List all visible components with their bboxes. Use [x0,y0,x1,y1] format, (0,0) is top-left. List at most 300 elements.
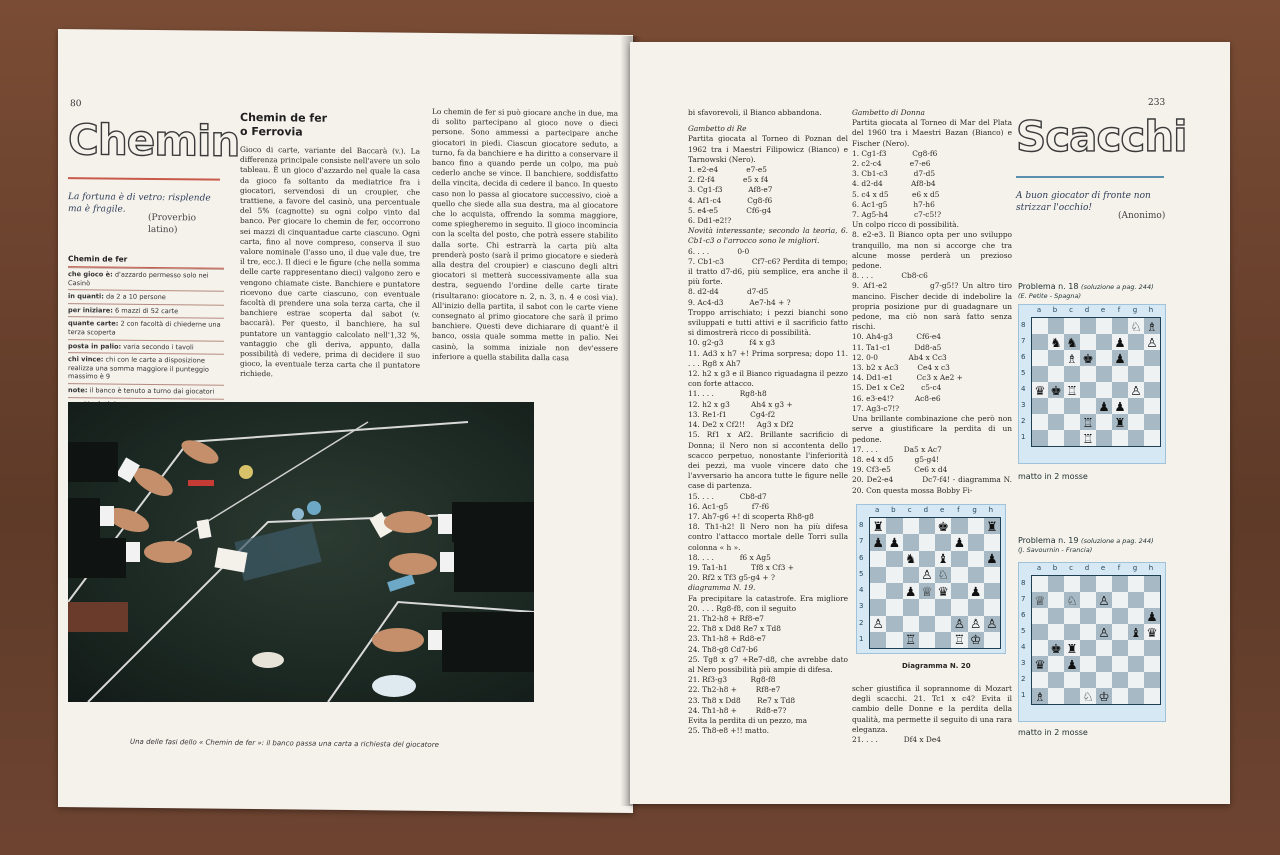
square-a3 [870,599,886,615]
title-rule [1016,176,1164,178]
square-b4 [1048,640,1064,656]
chess-line: 17. Ah7-g6 +! di scoperta Rh8-g8 [688,511,814,521]
square-d4 [919,583,935,599]
board-rank-labels [1021,575,1025,703]
fact-box [68,254,224,412]
chess-line: Gambetto di Re [688,124,747,134]
chess-line: 21. . . . Df4 x De4 [852,735,941,745]
square-h5 [1144,366,1160,382]
square-e2 [1096,414,1112,430]
problem-18-author: (E. Petite - Spagna) [1018,292,1082,300]
square-d2 [919,616,935,632]
square-h6 [984,551,1000,567]
square-c6 [903,551,919,567]
square-e7 [1096,334,1112,350]
quote-source: (Anonimo) [1118,211,1166,221]
chess-line: Novità interessante; secondo la teoria, 6. Cb1-c3 o l'arrocco sono le migliori. [688,226,851,246]
fact-value: 2 con facoltà di chiederne una terza scoperta [68,319,221,337]
square-d2 [1080,414,1096,430]
square-d4 [1080,640,1096,656]
file-label: g [972,506,977,514]
chess-piece-icon: ♚ [1050,382,1062,398]
square-d8 [1080,576,1096,592]
square-h8 [1144,318,1160,334]
problem-19-solution: (soluzione a pag. 244) [1081,537,1154,545]
chess-piece-icon: ♖ [1082,414,1094,430]
chess-piece-icon: ♚ [937,518,949,534]
chess-line: 22. Th8 x Dd8 Re7 x Td8 [688,624,781,634]
square-b7 [886,534,902,550]
square-d5 [1080,366,1096,382]
chess-piece-icon: ♛ [937,583,949,599]
square-g6 [968,551,984,567]
chess-piece-icon: ♙ [1098,624,1110,640]
chess-line: 1. e2-e4 e7-e5 [688,165,767,175]
chess-line: 22. Th2-h8 + Rf8-e7 [688,685,781,695]
file-label: c [1069,564,1073,572]
chess-piece-icon: ♙ [1130,382,1142,398]
chess-piece-icon: ♟ [969,583,982,599]
square-b7 [1048,592,1064,608]
chess-line: 16. e3-e4!? Ac8-e6 [852,393,941,403]
chess-line: Partita giocata al Torneo di Mar del Plata del 1960 tra i Maestri Bazan (Bianco) e Fischer (Nero). [852,118,1015,148]
chess-piece-icon: ♖ [904,632,917,648]
square-b6 [886,551,902,567]
square-g5 [968,567,984,583]
fact-key: in quanti: [68,292,104,301]
square-f4 [951,583,967,599]
file-label: a [1036,306,1042,314]
square-e5 [1096,366,1112,382]
chess-piece-icon: ♚ [1050,640,1062,656]
square-a8 [1032,318,1048,334]
chess-line: 2. f2-f4 e5 x f4 [688,175,769,185]
square-d6 [1080,608,1096,624]
chess-piece-icon: ♜ [1114,414,1126,430]
chess-line: Gambetto di Donna [852,108,925,117]
chess-line: 17. Ag3-c7!? [852,403,900,413]
square-c8 [1064,318,1080,334]
chess-piece-icon: ♟ [1114,350,1126,366]
square-h6 [1144,350,1160,366]
fact-key: note: [68,386,88,395]
rank-label: 2 [859,618,864,627]
square-h4 [984,583,1000,599]
square-c1 [1064,688,1080,704]
square-g2 [1128,414,1144,430]
rank-label: 7 [859,537,864,546]
chess-line: 8. . . . Cb8-c6 [852,271,928,281]
chess-line: Una brillante combinazione che però non serve a giustificare la perdita di un pedone. [852,414,1015,444]
square-c2 [1064,414,1080,430]
rank-label: 6 [1021,353,1026,361]
chess-line: 18. Th1-h2! Il Nero non ha più difesa contro l'attacco mortale delle Torri sulla colonna « h ». [688,522,851,552]
square-g8 [968,518,984,534]
file-label: f [1117,306,1121,314]
square-g1 [1128,430,1144,446]
chess-line: 14. Dd1-e1 Cc3 x Ae2 + [852,373,963,383]
problem-18-title: Problema n. 18 [1018,282,1079,291]
chess-line: bi sfavorevoli, il Bianco abbandona. [688,108,822,117]
square-f6 [1112,350,1128,366]
chess-piece-icon: ♞ [1050,334,1062,350]
square-g4 [1128,640,1144,656]
square-a6 [1032,350,1048,366]
square-b1 [886,632,902,648]
chess-piece-icon: ♔ [969,632,982,648]
chess-line: 10. Ah4-g3 Cf6-e4 [852,332,941,342]
square-a7 [1032,334,1048,350]
chess-piece-icon: ♞ [1066,334,1078,350]
file-label: e [1100,306,1106,314]
quote: A buon giocator di fronte non strizzar l'occhio! [1016,191,1151,213]
square-f1 [951,632,967,648]
square-a2 [870,616,886,632]
diagramma-20-board [856,504,1006,654]
square-b1 [1048,688,1064,704]
problem-18-heading [1018,282,1218,300]
rank-label: 8 [859,521,864,530]
chess-line: 3. Cb1-c3 d7-d5 [852,169,936,179]
chess-line: 8. d2-d4 d7-d5 [688,287,769,297]
chess-line: 11. Ad3 x h7 +! Prima sorpresa; dopo 11. . . . Rg8 x Ah7 [688,348,851,368]
square-h4 [1144,382,1160,398]
file-label: b [891,506,896,514]
square-g5 [1128,624,1144,640]
chess-column-2-continued [852,684,1015,764]
rank-label: 5 [1021,369,1026,377]
square-f2 [1112,672,1128,688]
chess-line: 14. De2 x Cf2!! Ag3 x Df2 [688,420,794,430]
section-title: Scacchi [1016,112,1187,161]
square-c6 [1064,350,1080,366]
square-g6 [1128,608,1144,624]
chess-piece-icon: ♜ [872,518,884,534]
chess-piece-icon: ♕ [921,583,933,599]
chess-line: 6. . . . 0-0 [688,246,750,256]
fact-value: da 2 a 10 persone [103,292,166,302]
section-title: Chemin [68,115,240,166]
problema-19-board [1018,562,1166,722]
square-b1 [1048,430,1064,446]
rank-label: 6 [859,553,864,562]
fact-box-title: Chemin de fer [68,254,224,269]
chess-piece-icon: ♘ [937,567,949,583]
square-g3 [968,599,984,615]
chess-line: 6. Ac1-g5 h7-h6 [852,199,935,209]
rank-label: 3 [1021,659,1026,667]
problem-18-solution: (soluzione a pag. 244) [1081,283,1154,291]
square-a7 [1032,592,1048,608]
square-g7 [1128,334,1144,350]
board-file-labels [869,506,999,514]
square-f3 [1112,398,1128,414]
square-e4 [935,583,951,599]
square-d1 [919,632,935,648]
diagram-caption: Diagramma N. 20 [902,662,971,670]
chess-piece-icon: ♙ [872,616,884,632]
square-g7 [1128,592,1144,608]
rank-label: 6 [1021,611,1026,619]
square-a4 [1032,640,1048,656]
square-g2 [968,616,984,632]
square-c4 [1064,382,1080,398]
chess-line: 12. 0-0 Ab4 x Cc3 [852,352,947,362]
rank-label: 3 [1021,401,1026,409]
square-b5 [1048,366,1064,382]
article-column-2: Gioco di carte, variante del Baccarà (v.). La differenza principale consiste nell'avere un solo tableau. È un gioco d'azzardo nel quale la casa da gioco fa soltanto da mediatrice fra i giocatori, servendosi di un croupier, che trattiene, a favore del casinò, una percentuale del 5% (cagnotte) su ogni colpo vinto dal banco. Per giocare lo chemin de fer, occorrono sei mazzi di cinquantadue carte ciascuno. Ogni carta, fino al nove compreso, conserva il suo valore nominale (l'asso uno, il due vale due, tre il tre, ecc.). Il dieci e le figure (che nella somma delle carte rappresentano dieci) valgono zero e vengono chiamate ciste. Banchiere e puntatore ricevono due carte ciascuno, con eventuale facoltà di prendere una sola terza carta, che il banchiere estrae scoperta dal sabot (v. baccarà). Per questo, il banchiere, ha sul puntatore un vantaggio calcolato nell'1,32 %, vantaggio che gli deriva, appunto, dalla possibilità di vedere, prima di decidere il suo gioco, la eventuale terza carta che il puntatore richiede. [240,144,420,379]
square-e2 [1096,672,1112,688]
file-label: c [907,506,912,514]
chess-piece-icon: ♛ [1034,382,1046,398]
chess-column-2 [852,108,1015,498]
square-b3 [1048,656,1064,672]
board-grid [869,517,1001,649]
square-f6 [1112,608,1128,624]
file-label: a [1036,564,1042,572]
square-d2 [1080,672,1096,688]
problem-19-heading [1018,536,1218,554]
square-e6 [1096,350,1112,366]
file-label: f [957,506,960,514]
chess-piece-icon: ♛ [1034,656,1046,672]
chess-piece-icon: ♜ [1066,640,1078,656]
square-e5 [935,567,951,583]
square-a6 [870,551,886,567]
square-e4 [1096,640,1112,656]
square-d7 [919,534,935,550]
square-d4 [1080,382,1096,398]
square-d1 [1080,430,1096,446]
article-heading [240,111,327,140]
chess-piece-icon: ♙ [969,616,982,632]
square-h7 [984,534,1000,550]
square-h2 [984,616,1000,632]
square-d6 [1080,350,1096,366]
chess-piece-icon: ♙ [953,616,966,632]
chess-line: 15. . . . Cb8-d7 [688,491,767,501]
chess-piece-icon: ♙ [1146,334,1158,350]
chess-piece-icon: ♖ [1082,430,1094,446]
square-d8 [1080,318,1096,334]
square-d7 [1080,334,1096,350]
square-f8 [951,518,967,534]
chess-line: 13. b2 x Ac3 Ce4 x c3 [852,363,950,373]
file-label: a [874,506,880,514]
file-label: c [1069,306,1073,314]
square-d3 [1080,398,1096,414]
quote: La fortuna è di vetro: risplende ma è fragile. [68,192,211,215]
square-b2 [886,616,902,632]
square-f7 [1112,592,1128,608]
chess-piece-icon: ♖ [1066,382,1078,398]
chess-line: 13. Re1-f1 Cg4-f2 [688,409,776,419]
chess-piece-icon: ♘ [1130,318,1142,334]
square-h6 [1144,608,1160,624]
rank-label: 4 [1021,385,1026,393]
chess-line: 19. Ta1-h1 Tf8 x Cf3 + [688,562,794,572]
chess-line: 2. c2-c4 e7-e6 [852,159,931,169]
chess-piece-icon: ♔ [1098,688,1110,704]
square-c8 [1064,576,1080,592]
chess-line: 15. Rf1 x Af2. Brillante sacrificio di Donna; il Nero non si accontenta dello scacco perpetuo, nonostante l'inferiorità dei pezzi, ma vuole vincere dato che l'avversario ha ancora tutte le figure nelle case di partenza. [688,430,851,491]
chess-line: 19. Cf3-e5 Ce6 x d4 [852,465,948,475]
fact-key: chi vince: [68,355,104,364]
rank-label: 4 [1021,643,1026,651]
square-c3 [1064,656,1080,672]
square-c3 [903,599,919,615]
chess-line: 9. Ac4-d3 Ae7-h4 + ? [688,297,791,307]
square-c8 [903,518,919,534]
square-c6 [1064,608,1080,624]
square-g8 [1128,576,1144,592]
fact-key: posta in palio: [68,341,122,351]
fact-value: chi con le carte a disposizione realizza una somma maggiore il punteggio massimo è 9 [68,355,209,381]
square-d7 [1080,592,1096,608]
square-a8 [870,518,886,534]
square-g4 [1128,382,1144,398]
square-c2 [1064,672,1080,688]
square-f5 [1112,366,1128,382]
square-a1 [870,632,886,648]
square-c5 [1064,624,1080,640]
square-e3 [935,599,951,615]
chess-line: 23. Th8 x Dd8 Re7 x Td8 [688,695,796,705]
square-a2 [1032,414,1048,430]
rank-label: 5 [1021,627,1026,635]
square-b2 [1048,672,1064,688]
square-a5 [1032,624,1048,640]
chess-piece-icon: ♗ [1066,350,1078,366]
article-heading-line-1: Chemin de fer [240,110,328,125]
square-h1 [1144,688,1160,704]
rank-label: 3 [859,602,864,611]
square-c7 [903,534,919,550]
square-a5 [1032,366,1048,382]
chess-piece-icon: ♗ [1034,688,1046,704]
chess-line: Un colpo ricco di possibilità. [852,220,959,230]
board-file-labels [1031,306,1159,314]
square-b3 [1048,398,1064,414]
chess-line: 7. Ag5-h4 c7-c5!? [852,210,942,220]
file-label: h [988,506,994,514]
square-f3 [951,599,967,615]
board-rank-labels [1021,317,1025,445]
file-label: d [1084,564,1090,572]
chess-piece-icon: ♟ [888,534,901,550]
chess-line: 20. Rf2 x Tf3 g5-g4 + ? [688,573,775,583]
rank-label: 4 [859,586,864,595]
square-e8 [935,518,951,534]
fact-row [68,267,224,291]
chess-line: 12. h2 x g3 Ah4 x g3 + [688,399,793,409]
square-h7 [1144,592,1160,608]
chess-piece-icon: ♝ [1130,624,1142,640]
square-b6 [1048,608,1064,624]
rank-label: 1 [859,634,864,643]
chess-piece-icon: ♙ [921,567,933,583]
square-g5 [1128,366,1144,382]
square-e8 [1096,576,1112,592]
square-g2 [1128,672,1144,688]
chess-line: scher giustifica il soprannome di Mozart degli scacchi. 21. Tc1 x c4? Evita il cambio delle Donne e la perdita della qualità, ma permette il seguito di una rara eleganza. [852,684,1015,734]
square-e4 [1096,382,1112,398]
chess-line: 17. . . . Da5 x Ac7 [852,444,942,454]
square-c4 [903,583,919,599]
square-b4 [1048,382,1064,398]
fact-key: per iniziare: [68,305,113,315]
chess-line: diagramma N. 19. [688,583,756,593]
square-b8 [886,518,902,534]
fact-row [68,352,224,384]
page-number: 233 [1148,98,1166,108]
square-b3 [886,599,902,615]
square-g6 [1128,350,1144,366]
chess-line: 10. g2-g3 f4 x g3 [688,338,776,348]
square-d5 [1080,624,1096,640]
chess-line: 21. Th2-h8 + Rf8-e7 [688,613,764,623]
square-g4 [968,583,984,599]
rank-label: 1 [1021,691,1026,699]
chess-line: 24. Th1-h8 + Rd8-e7? [688,705,787,715]
square-f1 [1112,430,1128,446]
square-h8 [1144,576,1160,592]
article-column-3: Lo chemin de fer si può giocare anche in due, ma di solito partecipano al gioco nove o dieci persone. Sono ammessi a partecipare anche giocatori in piedi. Ciascun giocatore seduto, a turno, fa da banchiere e ha diritto a conservare il banco fino a quando perde un colpo, ma può cederlo anche se vince. Il banchiere, soddisfatto della vincita, decida di cedere il banco. In questo caso non lo passa al giocatore successivo, cioè a quello che siede alla sua destra, ma al giocatore che lo acquista, offrendo la somma maggiore, come spiegheremo in seguito. Il gioco incomincia con la scelta del posto, che potrà essere stabilito dalla sorte. Chi estrarrà la carta più alta prenderà posto (sarà il primo giocatore e siederà alla destra del croupier) e ciascuno degli altri giocatori si metterà successivamente alla sua destra, seguendo l'ordine delle carte tirate (risultarano: giocatore n. 2, n. 3, n. 4 e così via). All'inizio della partita, il sabot con le carte viene consegnato al primo giocatore che sarà il primo banchiere. Questi deve dichiarare di quant'è il banco, ossia quale somma mette in palio. Nei casinò, la somma iniziale non dev'essere inferiore a quella stabilita dalla casa [432,106,618,363]
chess-piece-icon: ♟ [872,534,884,550]
square-g1 [968,632,984,648]
square-f8 [1112,318,1128,334]
square-d8 [919,518,935,534]
square-a1 [1032,430,1048,446]
square-f6 [951,551,967,567]
chess-piece-icon: ♖ [953,632,966,648]
rank-label: 5 [859,569,864,578]
page-number: 80 [70,99,82,110]
chess-piece-icon: ♟ [953,534,966,550]
chess-piece-icon: ♛ [1146,624,1158,640]
square-a3 [1032,656,1048,672]
chess-line: Evita la perdita di un pezzo, ma [688,715,808,725]
chess-line: 20. De2-e4 Dc7-f4! - diagramma N. 20. Con questa mossa Bobby Fi- [852,475,1015,495]
chess-line: 8. e2-e3. Il Bianco opta per uno sviluppo tranquillo, ma non si accorge che tra alcune mosse perderà un prezioso pedone. [852,230,1015,271]
rank-label: 8 [1021,321,1026,329]
square-f2 [951,616,967,632]
square-g3 [1128,656,1144,672]
square-h3 [1144,656,1160,672]
fact-value: 6 mazzi di 52 carte [112,306,179,316]
rank-label: 8 [1021,579,1026,587]
square-c4 [1064,640,1080,656]
square-a7 [870,534,886,550]
square-g8 [1128,318,1144,334]
square-a8 [1032,576,1048,592]
chess-line: 5. c4 x d5 e6 x d5 [852,189,940,199]
square-c5 [1064,366,1080,382]
chess-piece-icon: ♟ [1098,398,1110,414]
square-h1 [984,632,1000,648]
file-label: h [1148,564,1154,572]
square-e3 [1096,398,1112,414]
square-e3 [1096,656,1112,672]
square-h5 [1144,624,1160,640]
chess-piece-icon: ♟ [1146,608,1158,624]
square-d1 [1080,688,1096,704]
square-b2 [1048,414,1064,430]
chess-piece-icon: ♟ [1114,398,1126,414]
square-e7 [1096,592,1112,608]
title-rule [68,177,220,181]
chess-piece-icon: ♟ [1066,656,1078,672]
